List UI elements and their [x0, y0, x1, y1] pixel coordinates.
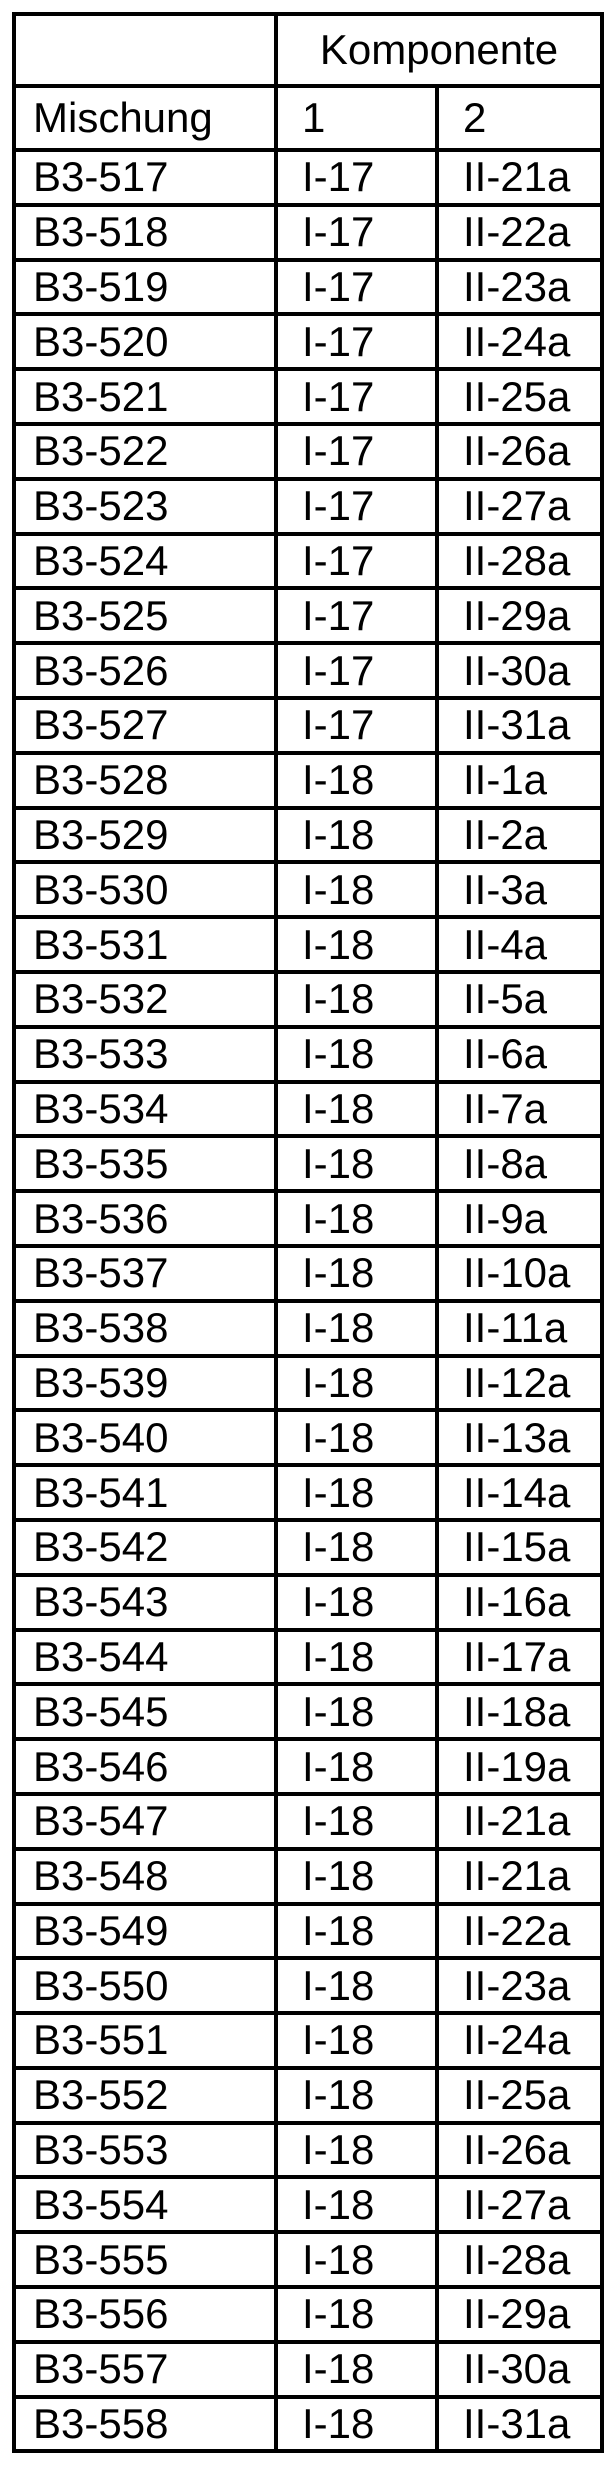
table-row: [14, 2232, 602, 2287]
komponente-2-cell: II-17a: [437, 1630, 602, 1685]
mischung-cell: B3-558: [14, 2397, 276, 2452]
komponente-1-cell: I-18: [276, 2232, 437, 2287]
table-row: [14, 1191, 602, 1246]
komponente-2-cell: II-21a: [437, 1794, 602, 1849]
komponente-2-cell: II-5a: [437, 972, 602, 1027]
mischung-cell: B3-532: [14, 972, 276, 1027]
mischung-cell: B3-539: [14, 1356, 276, 1411]
mischung-cell: B3-529: [14, 808, 276, 863]
mischung-column-header: Mischung: [14, 86, 276, 150]
komponente-2-cell: II-9a: [437, 1191, 602, 1246]
mischung-cell: B3-544: [14, 1630, 276, 1685]
komponente-1-cell: I-18: [276, 2342, 437, 2397]
komponente-2-cell: II-24a: [437, 314, 602, 369]
mischung-cell: B3-545: [14, 1684, 276, 1739]
komponente-1-cell: I-18: [276, 2013, 437, 2068]
komponente-2-cell: II-29a: [437, 2287, 602, 2342]
mischung-cell: B3-520: [14, 314, 276, 369]
komponente-2-cell: II-27a: [437, 2177, 602, 2232]
komponente-1-cell: I-18: [276, 1136, 437, 1191]
komponente-1-cell: I-18: [276, 1356, 437, 1411]
komponente-1-cell: I-18: [276, 1630, 437, 1685]
komponente-1-cell: I-18: [276, 2068, 437, 2123]
komponente-1-cell: I-18: [276, 808, 437, 863]
table-row: [14, 2397, 602, 2452]
komponente-2-cell: II-14a: [437, 1465, 602, 1520]
komponente-2-cell: II-16a: [437, 1575, 602, 1630]
table-row: [14, 1575, 602, 1630]
table-row: [14, 2287, 602, 2342]
komponente-1-cell: I-17: [276, 698, 437, 753]
komponente-2-cell: II-18a: [437, 1684, 602, 1739]
table-row: [14, 150, 602, 205]
komponente-1-cell: I-17: [276, 534, 437, 589]
komponente-2-cell: II-29a: [437, 588, 602, 643]
mischung-cell: B3-549: [14, 1904, 276, 1959]
komponente-2-cell: II-8a: [437, 1136, 602, 1191]
komponente-1-cell: I-18: [276, 972, 437, 1027]
header-columns-row: [14, 86, 602, 150]
table-row: [14, 2342, 602, 2397]
mischung-cell: B3-528: [14, 753, 276, 808]
komponente-2-cell: II-6a: [437, 1027, 602, 1082]
table-row: [14, 1849, 602, 1904]
table-row: [14, 1904, 602, 1959]
komponente-1-cell: I-18: [276, 2177, 437, 2232]
komponente-1-cell: I-18: [276, 753, 437, 808]
komponente-2-cell: II-22a: [437, 205, 602, 260]
komponente-1-cell: I-18: [276, 1246, 437, 1301]
komponente-2-cell: II-25a: [437, 2068, 602, 2123]
header-group-row: [14, 14, 602, 86]
komponente-1-cell: I-17: [276, 424, 437, 479]
komponente-2-cell: II-23a: [437, 260, 602, 315]
komponente-2-cell: II-30a: [437, 643, 602, 698]
komponente-1-cell: I-17: [276, 479, 437, 534]
table-row: [14, 1465, 602, 1520]
komponente-1-cell: I-18: [276, 1575, 437, 1630]
komponente-1-cell: I-18: [276, 1958, 437, 2013]
komponente-1-cell: I-18: [276, 1520, 437, 1575]
mischung-cell: B3-556: [14, 2287, 276, 2342]
komponente-1-cell: I-18: [276, 2287, 437, 2342]
table-row: [14, 2013, 602, 2068]
mischung-cell: B3-527: [14, 698, 276, 753]
table-row: [14, 1082, 602, 1137]
table-row: [14, 1794, 602, 1849]
komponente-2-cell: II-15a: [437, 1520, 602, 1575]
komponente-2-cell: II-24a: [437, 2013, 602, 2068]
mischung-cell: B3-540: [14, 1410, 276, 1465]
mischung-cell: B3-537: [14, 1246, 276, 1301]
mischung-cell: B3-547: [14, 1794, 276, 1849]
komponente-1-column-header: 1: [276, 86, 437, 150]
mischung-cell: B3-555: [14, 2232, 276, 2287]
mischung-cell: B3-523: [14, 479, 276, 534]
table-row: [14, 1684, 602, 1739]
table-row: [14, 314, 602, 369]
table-row: [14, 1410, 602, 1465]
table-row: [14, 205, 602, 260]
table-row: [14, 1301, 602, 1356]
komponente-1-cell: I-18: [276, 2123, 437, 2178]
komponente-2-cell: II-27a: [437, 479, 602, 534]
mischung-cell: B3-525: [14, 588, 276, 643]
komponente-2-cell: II-13a: [437, 1410, 602, 1465]
table-row: [14, 1136, 602, 1191]
komponente-2-cell: II-3a: [437, 862, 602, 917]
komponente-2-cell: II-28a: [437, 534, 602, 589]
komponente-2-cell: II-31a: [437, 698, 602, 753]
mischung-cell: B3-543: [14, 1575, 276, 1630]
komponente-2-cell: II-11a: [437, 1301, 602, 1356]
komponente-2-cell: II-31a: [437, 2397, 602, 2452]
table-row: [14, 1356, 602, 1411]
table-row: [14, 1027, 602, 1082]
komponente-2-cell: II-22a: [437, 1904, 602, 1959]
mischung-cell: B3-535: [14, 1136, 276, 1191]
mischung-cell: B3-526: [14, 643, 276, 698]
komponente-1-cell: I-18: [276, 1684, 437, 1739]
komponente-1-cell: I-18: [276, 1082, 437, 1137]
table-row: [14, 1630, 602, 1685]
komponente-1-cell: I-17: [276, 314, 437, 369]
mischung-cell: B3-519: [14, 260, 276, 315]
komponente-1-cell: I-18: [276, 1301, 437, 1356]
table-row: [14, 588, 602, 643]
mixture-component-table: [12, 12, 604, 2453]
mischung-cell: B3-533: [14, 1027, 276, 1082]
table-row: [14, 2068, 602, 2123]
mischung-cell: B3-517: [14, 150, 276, 205]
komponente-2-cell: II-19a: [437, 1739, 602, 1794]
komponente-1-cell: I-18: [276, 1465, 437, 1520]
table-row: [14, 972, 602, 1027]
table-row: [14, 862, 602, 917]
table-row: [14, 2123, 602, 2178]
table-row: [14, 753, 602, 808]
table-header: [14, 14, 602, 150]
komponente-1-cell: I-18: [276, 862, 437, 917]
komponente-2-cell: II-30a: [437, 2342, 602, 2397]
table-row: [14, 534, 602, 589]
table-row: [14, 808, 602, 863]
mischung-cell: B3-522: [14, 424, 276, 479]
mischung-cell: B3-542: [14, 1520, 276, 1575]
mischung-cell: B3-554: [14, 2177, 276, 2232]
table-row: [14, 369, 602, 424]
komponente-2-cell: II-2a: [437, 808, 602, 863]
komponente-1-cell: I-18: [276, 1410, 437, 1465]
komponente-1-cell: I-18: [276, 917, 437, 972]
mischung-cell: B3-541: [14, 1465, 276, 1520]
table-row: [14, 479, 602, 534]
mischung-cell: B3-530: [14, 862, 276, 917]
komponente-1-cell: I-18: [276, 1191, 437, 1246]
table-row: [14, 643, 602, 698]
mischung-cell: B3-518: [14, 205, 276, 260]
komponente-2-cell: II-25a: [437, 369, 602, 424]
mischung-cell: B3-546: [14, 1739, 276, 1794]
komponente-1-cell: I-17: [276, 369, 437, 424]
komponente-2-cell: II-7a: [437, 1082, 602, 1137]
table-row: [14, 1739, 602, 1794]
komponente-1-cell: I-18: [276, 1027, 437, 1082]
table-row: [14, 260, 602, 315]
table-row: [14, 424, 602, 479]
mischung-cell: B3-551: [14, 2013, 276, 2068]
komponente-2-cell: II-28a: [437, 2232, 602, 2287]
komponente-2-cell: II-26a: [437, 2123, 602, 2178]
mischung-cell: B3-521: [14, 369, 276, 424]
komponente-1-cell: I-17: [276, 260, 437, 315]
table-row: [14, 917, 602, 972]
komponente-2-cell: II-26a: [437, 424, 602, 479]
mischung-cell: B3-534: [14, 1082, 276, 1137]
komponente-2-cell: II-10a: [437, 1246, 602, 1301]
komponente-1-cell: I-18: [276, 1794, 437, 1849]
mischung-cell: B3-538: [14, 1301, 276, 1356]
komponente-2-column-header: 2: [437, 86, 602, 150]
komponente-2-cell: II-23a: [437, 1958, 602, 2013]
mischung-cell: B3-553: [14, 2123, 276, 2178]
komponente-1-cell: I-17: [276, 643, 437, 698]
corner-empty-cell: [14, 14, 276, 86]
komponente-1-cell: I-18: [276, 1904, 437, 1959]
table-row: [14, 1958, 602, 2013]
table-body: [14, 150, 602, 2451]
table-row: [14, 1246, 602, 1301]
komponente-1-cell: I-18: [276, 1849, 437, 1904]
mischung-cell: B3-531: [14, 917, 276, 972]
komponente-2-cell: II-1a: [437, 753, 602, 808]
komponente-2-cell: II-4a: [437, 917, 602, 972]
komponente-1-cell: I-17: [276, 205, 437, 260]
komponente-1-cell: I-17: [276, 150, 437, 205]
komponente-2-cell: II-21a: [437, 1849, 602, 1904]
mischung-cell: B3-548: [14, 1849, 276, 1904]
table-row: [14, 1520, 602, 1575]
mischung-cell: B3-536: [14, 1191, 276, 1246]
komponente-2-cell: II-12a: [437, 1356, 602, 1411]
komponente-2-cell: II-21a: [437, 150, 602, 205]
komponente-1-cell: I-18: [276, 1739, 437, 1794]
komponente-1-cell: I-17: [276, 588, 437, 643]
table-row: [14, 698, 602, 753]
mischung-cell: B3-557: [14, 2342, 276, 2397]
table-row: [14, 2177, 602, 2232]
mischung-cell: B3-552: [14, 2068, 276, 2123]
mischung-cell: B3-524: [14, 534, 276, 589]
komponente-1-cell: I-18: [276, 2397, 437, 2452]
mischung-cell: B3-550: [14, 1958, 276, 2013]
komponente-group-header: Komponente: [276, 14, 602, 86]
